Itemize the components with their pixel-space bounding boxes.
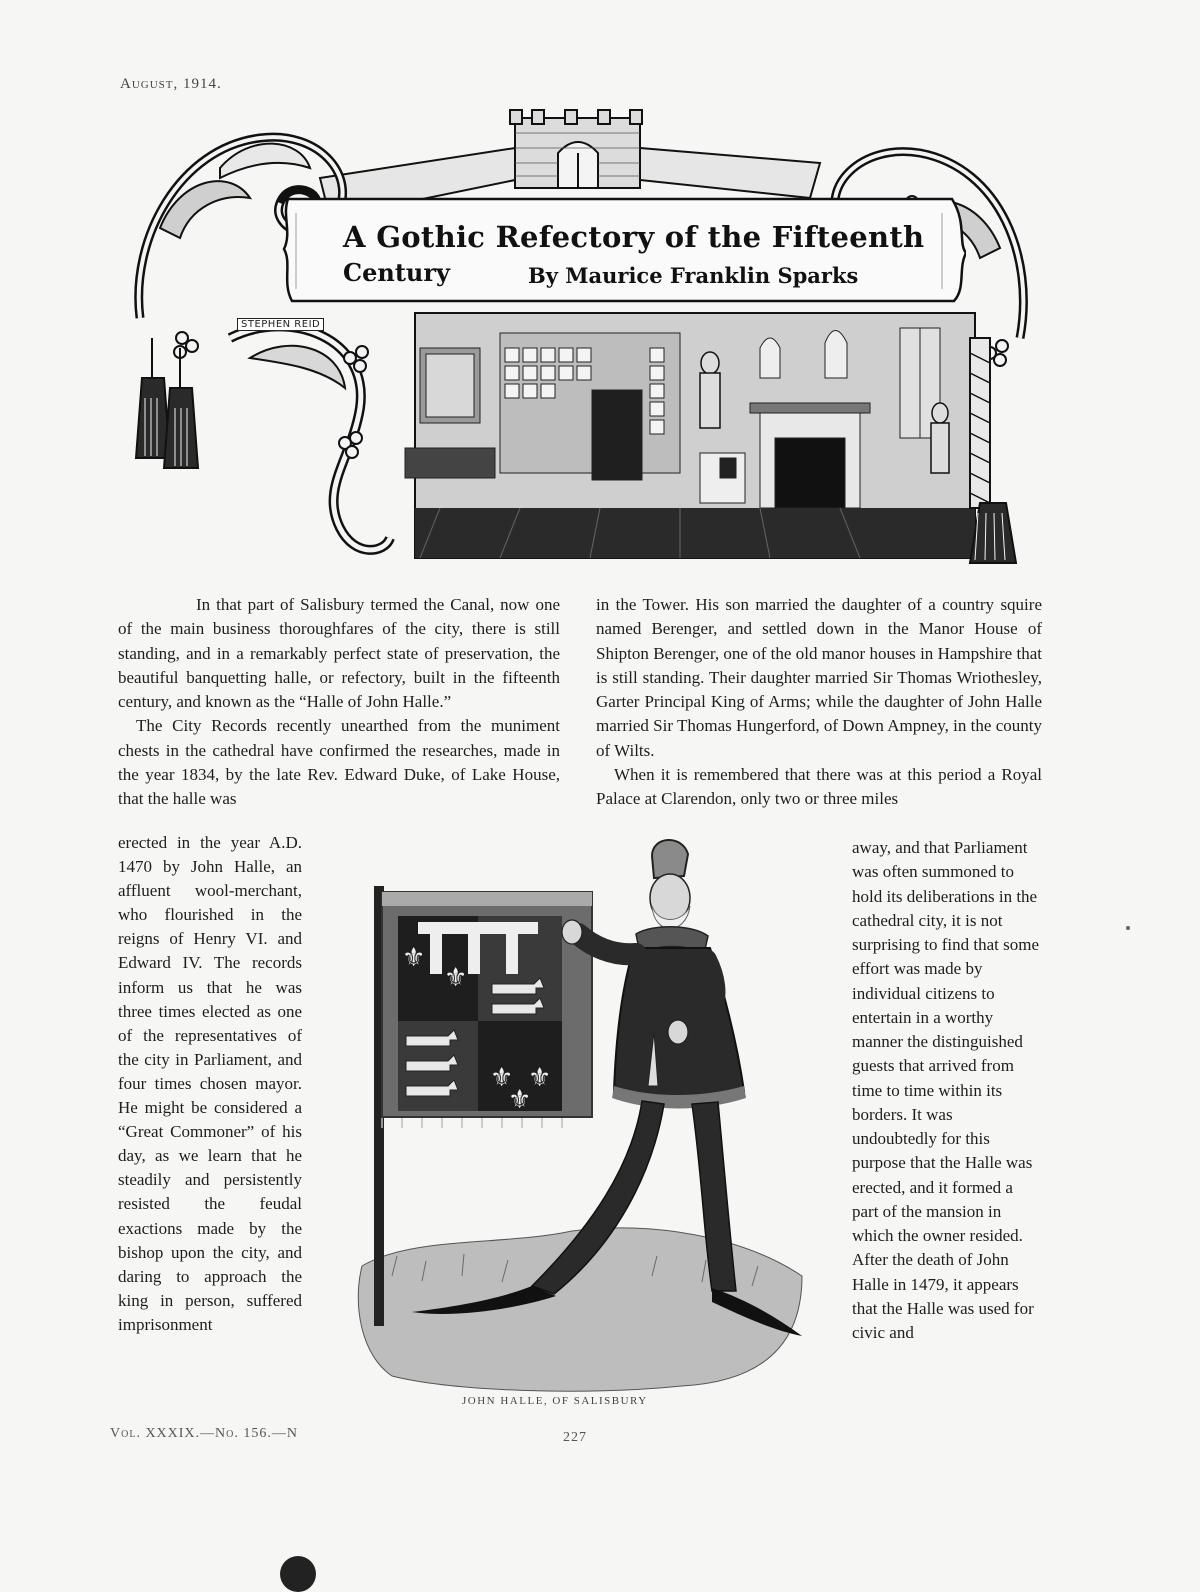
paragraph: in the Tower. His son married the daughter of a country squire named Berenger, and settled down in the Manor House of Shipton Berenger, one of the old manor houses in Hampshire that is still standing. Their daughter married Sir Thomas Wriothesley, Garter Principal King of Arms; while the daughter of John Halle married Sir Thomas Hungerford, of Down Ampney, in the county of Wilts. xyxy=(596,595,1042,760)
banner-illustration xyxy=(120,108,1040,572)
svg-text:⚜: ⚜ xyxy=(528,1063,552,1093)
article-column-narrow-right xyxy=(852,836,1040,1345)
article-title: A Gothic Refectory of the Fifteenth xyxy=(343,220,925,254)
paper-speck xyxy=(1126,926,1130,930)
paragraph: In that part of Salisbury termed the Canal, now one of the main business thoroughfares of the city, there is still standing, and in a remarkably perfect state of preservation, the beautiful banquetting halle, or refectory, built in the fifteenth century, and known as the “Halle of John Halle.” xyxy=(118,595,560,712)
page-number: 227 xyxy=(563,1430,587,1445)
svg-text:⚜: ⚜ xyxy=(444,963,468,993)
issue-date: August, 1914. xyxy=(120,76,222,92)
author-byline: By Maurice Franklin Sparks xyxy=(528,263,859,288)
article-column-narrow-left xyxy=(118,831,302,1337)
article-column-left xyxy=(118,593,560,812)
paragraph: erected in the year A.D. 1470 by John Halle, an affluent wool-merchant, who flourished in the reigns of Henry VI. and Edward IV. The records inform us that he was three times elected as one of the representatives of the city in Parliament, and four times chosen mayor. He might be considered a “Great Commoner” of his day, as we learn that he steadily and persistently resisted the feudal exactions made by the bishop upon the city, and daring to approach the king in person, suffered imprisonment xyxy=(118,833,302,1334)
volume-footer: Vol. XXXIX.—No. 156.—N xyxy=(110,1426,298,1441)
article-title-continued: Century xyxy=(343,258,450,287)
svg-text:⚜: ⚜ xyxy=(508,1085,532,1115)
paragraph: away, and that Parliament was often summoned to hold its deliberations in the cathedral city, it is not surprising to find that some effort was made by individual citizens to entertain in a worthy manner the distinguished guests that arrived from time to time within its borders. It was undoubtedly for this purpose that the Halle was erected, and it formed a part of the mansion in which the owner resided. After the death of John Halle in 1479, it appears that the Halle was used for civic and xyxy=(852,838,1039,1342)
figure-caption: JOHN HALLE, OF SALISBURY xyxy=(462,1395,648,1407)
artist-signature: STEPHEN REID xyxy=(237,318,324,331)
john-halle-illustration xyxy=(352,836,808,1396)
paragraph: When it is remembered that there was at this period a Royal Palace at Clarendon, only two or three miles xyxy=(596,765,1042,809)
svg-text:⚜: ⚜ xyxy=(402,943,426,973)
article-column-right xyxy=(596,593,1042,812)
paragraph: The City Records recently unearthed from the muniment chests in the cathedral have confirmed the researches, made in the year 1834, by the late Rev. Edward Duke, of Lake House, that the halle was xyxy=(118,716,560,809)
svg-text:⚜: ⚜ xyxy=(490,1063,514,1093)
